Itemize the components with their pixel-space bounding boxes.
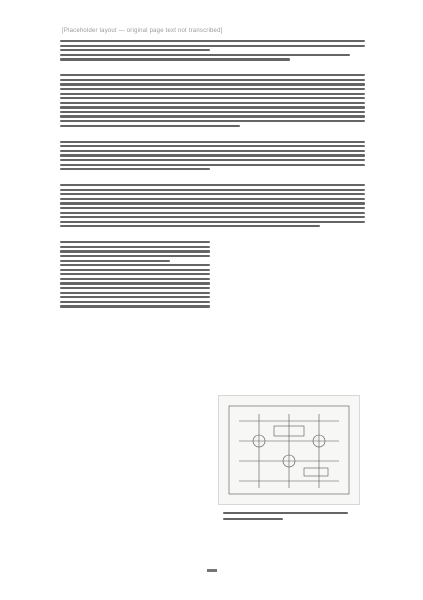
page-number-placeholder (207, 569, 217, 572)
text-line-placeholder (60, 305, 210, 307)
text-line-placeholder (60, 93, 365, 95)
text-line-placeholder (60, 154, 365, 156)
text-line-placeholder (60, 296, 210, 298)
text-line-placeholder (60, 301, 210, 303)
text-line-placeholder (60, 202, 365, 204)
placeholder-notice: [Placeholder layout — original page text not transcribed] (62, 28, 223, 34)
text-line-placeholder (60, 120, 365, 122)
text-line-placeholder (60, 189, 365, 191)
paragraph-gap (60, 63, 365, 72)
text-line-placeholder (60, 225, 320, 227)
text-line-placeholder (60, 54, 350, 56)
paragraph-gap (60, 173, 365, 182)
text-line-placeholder (60, 193, 365, 195)
text-line-placeholder (60, 221, 365, 223)
text-line-placeholder (60, 150, 365, 152)
text-line-placeholder (60, 83, 365, 85)
text-line-placeholder (60, 212, 365, 214)
text-line-placeholder (60, 159, 365, 161)
text-line-placeholder (60, 282, 210, 284)
figure-drawing (218, 395, 360, 505)
text-line-placeholder (60, 58, 290, 60)
text-line-placeholder (60, 287, 210, 289)
figure-caption-placeholder (223, 512, 348, 520)
text-line-placeholder (60, 269, 210, 271)
text-line-placeholder (60, 79, 365, 81)
text-line-placeholder (60, 246, 210, 248)
text-line-placeholder (60, 278, 210, 280)
text-line-placeholder (60, 250, 210, 252)
text-line-placeholder (60, 216, 365, 218)
text-line-placeholder (60, 97, 365, 99)
text-line-placeholder (60, 264, 210, 266)
text-line-placeholder (60, 164, 365, 166)
paragraph-gap (60, 230, 365, 239)
text-line-placeholder (60, 168, 210, 170)
text-line-placeholder (60, 255, 210, 257)
text-line-placeholder (60, 111, 365, 113)
technical-drawing-icon (219, 396, 359, 504)
text-line-placeholder (60, 207, 365, 209)
text-line-placeholder (60, 260, 170, 262)
body-text-placeholder (60, 40, 365, 308)
text-line-placeholder (60, 198, 365, 200)
text-line-placeholder (60, 125, 240, 127)
text-line-placeholder (60, 115, 365, 117)
text-line-placeholder (60, 145, 365, 147)
paragraph-gap (60, 129, 365, 138)
text-line-placeholder (60, 102, 365, 104)
text-line-placeholder (60, 184, 365, 186)
text-line-placeholder (60, 141, 365, 143)
text-line-placeholder (60, 88, 365, 90)
text-line-placeholder (60, 106, 365, 108)
text-line-placeholder (60, 40, 365, 42)
text-line-placeholder (60, 273, 210, 275)
text-line-placeholder (60, 74, 365, 76)
text-line-placeholder (60, 45, 365, 47)
text-line-placeholder (60, 241, 210, 243)
text-line-placeholder (60, 49, 210, 51)
text-line-placeholder (60, 292, 210, 294)
